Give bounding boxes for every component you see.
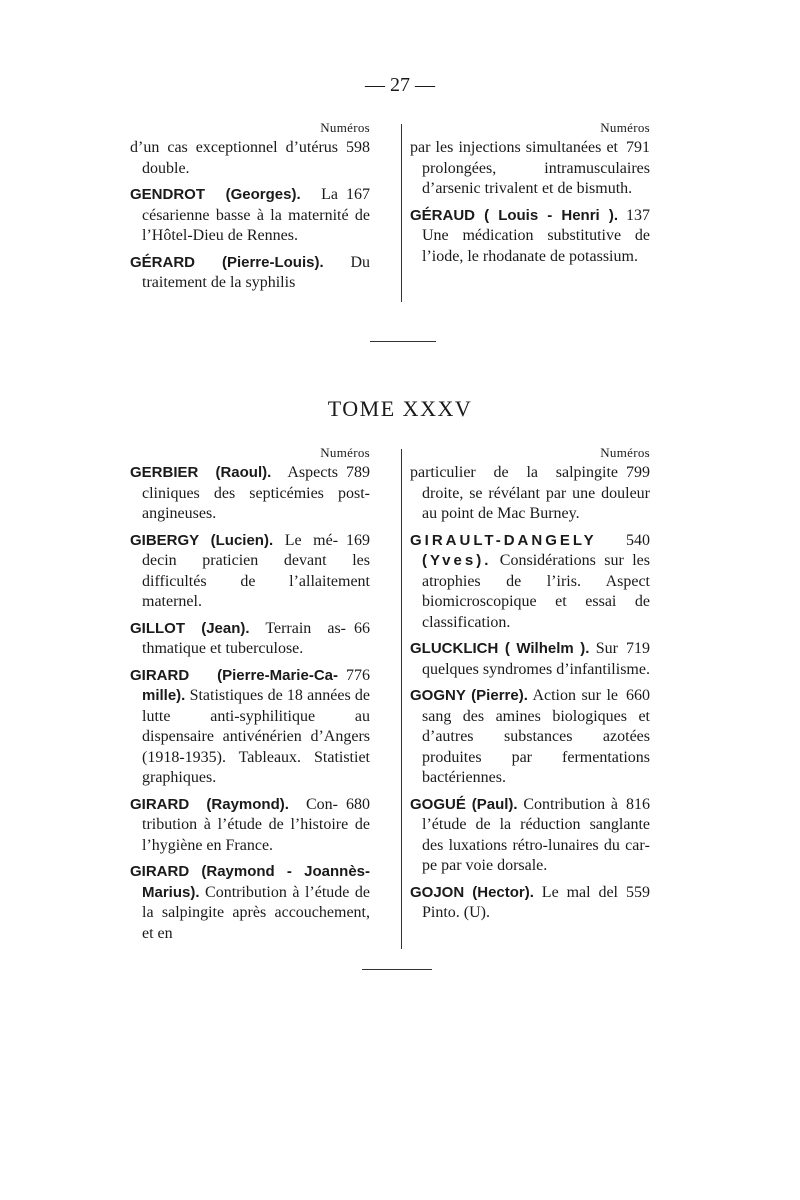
index-entry: [410, 686, 650, 789]
entry-text: d’un cas exceptionnel d’utérus double.: [130, 139, 338, 177]
entry-text: Aspects cliniques des septicémies post-angineuses.: [142, 464, 370, 522]
tome-title: TOME XXXV: [327, 396, 473, 421]
author-name: GERBIER (Raoul).: [130, 464, 272, 481]
entry-text: Action sur le sang des amines biologiques et d’autres substances azotées produites par fermentations bactériennes.: [422, 687, 650, 786]
index-column-right: [410, 118, 650, 273]
entry-number: 799: [626, 464, 650, 481]
index-entry: [130, 795, 370, 857]
entry-number: 598: [346, 139, 370, 156]
column-header: Numéros: [320, 445, 370, 460]
entry-number: 719: [626, 640, 650, 657]
entry-number: 559: [626, 883, 650, 901]
entry-number: 660: [626, 687, 650, 704]
entry-number: 776: [346, 666, 370, 684]
author-name: GLUCKLICH ( Wilhelm ).: [410, 640, 590, 657]
index-entry: [410, 138, 650, 200]
entry-text: Le médecin praticien devant les difficultés de l’allaitement maternel.: [142, 531, 370, 610]
column-header: Numéros: [600, 120, 650, 135]
index-entry: [410, 639, 650, 680]
author-name: GIBERGY (Lucien).: [130, 531, 274, 549]
author-name: GIRARD (Raymond).: [130, 795, 289, 813]
page-number: — 27 —: [365, 74, 435, 96]
index-entry: [410, 531, 650, 634]
entry-number: 680: [346, 795, 370, 813]
index-entry: [130, 463, 370, 525]
column-divider: [401, 124, 402, 302]
entry-number: 791: [626, 139, 650, 156]
entry-text: Une médication substitutive de l’iode, le rhodanate de potassium.: [422, 227, 650, 265]
index-entry: [130, 185, 370, 247]
author-name: GIRAULT-DANGELY (Yves).: [410, 531, 597, 569]
author-name: GILLOT (Jean).: [130, 619, 250, 637]
column-header: Numéros: [320, 120, 370, 135]
index-entry: [410, 206, 650, 268]
entry-text: Sur quelques syndromes d’infantilisme.: [422, 640, 650, 678]
author-name: GIRARD (Raymond - Joannès-Marius).: [130, 863, 370, 901]
index-section-top: [130, 118, 680, 308]
entry-text: par les injections simultanées et prolongées, intramusculaires d’arsenic trivalent et de bismuth.: [410, 139, 650, 197]
index-entry: [130, 531, 370, 613]
author-name: GOGNY (Pierre).: [410, 687, 528, 704]
index-entry: [130, 619, 370, 660]
entry-text: particulier de la salpingite droite, se révélant par une douleur au point de Mac Burney.: [410, 464, 650, 522]
index-entry: [130, 666, 370, 789]
entry-text: Du traitement de la syphilis: [142, 253, 370, 291]
index-column-left: [130, 118, 370, 300]
index-entry: [130, 862, 370, 944]
author-name: GÉRARD (Pierre-Louis).: [130, 253, 324, 271]
entry-text: Contribution à l’étude de la réduction sanglante des luxations rétro-lunaires du carpe par voie dorsale.: [422, 795, 650, 874]
author-name: GIRARD (Pierre-Marie-Camille).: [130, 666, 338, 704]
index-section-tome: [130, 443, 680, 953]
index-entry: [410, 795, 650, 877]
index-entry: [410, 463, 650, 525]
column-divider: [401, 449, 402, 949]
entry-number: 816: [626, 795, 650, 813]
entry-text: Considérations sur les atrophies de l’iris. Aspect biomicroscopique et essai de classification.: [422, 552, 650, 631]
entry-number: 789: [346, 464, 370, 481]
entry-number: 137: [626, 206, 650, 224]
entry-text: Statistiques de 18 années de lutte anti-syphilitique au dispensaire antivénérien d’Angers (1918-1935). Tableaux. Statistiet graphiques.: [142, 687, 370, 786]
index-column-left: [130, 443, 370, 950]
entry-text: La césarienne basse à la maternité de l’Hôtel-Dieu de Rennes.: [142, 186, 370, 244]
entry-number: 169: [346, 531, 370, 549]
index-entry: [130, 138, 370, 179]
entry-text: Contribution à l’étude de la salpingite après accouchement, et en: [142, 883, 370, 942]
entry-text: Terrain asthmatique et tuberculose.: [142, 619, 346, 657]
author-name: GÉRAUD ( Louis - Henri ).: [410, 206, 618, 224]
separator-rule: [370, 341, 436, 342]
author-name: GOJON (Hector).: [410, 883, 534, 901]
author-name: GENDROT (Georges).: [130, 186, 301, 203]
column-header: Numéros: [600, 445, 650, 460]
author-name: GOGUÉ (Paul).: [410, 795, 518, 813]
entry-text: Le mal del Pinto. (U).: [422, 883, 618, 921]
entry-number: 167: [346, 186, 370, 203]
index-column-right: [410, 443, 650, 930]
separator-rule: [362, 969, 432, 970]
index-entry: [410, 883, 650, 924]
entry-text: Contribution à l’étude de l’histoire de l’hygiène en France.: [142, 795, 370, 854]
index-entry: [130, 253, 370, 294]
entry-number: 66: [354, 619, 370, 637]
entry-number: 540: [626, 531, 650, 549]
